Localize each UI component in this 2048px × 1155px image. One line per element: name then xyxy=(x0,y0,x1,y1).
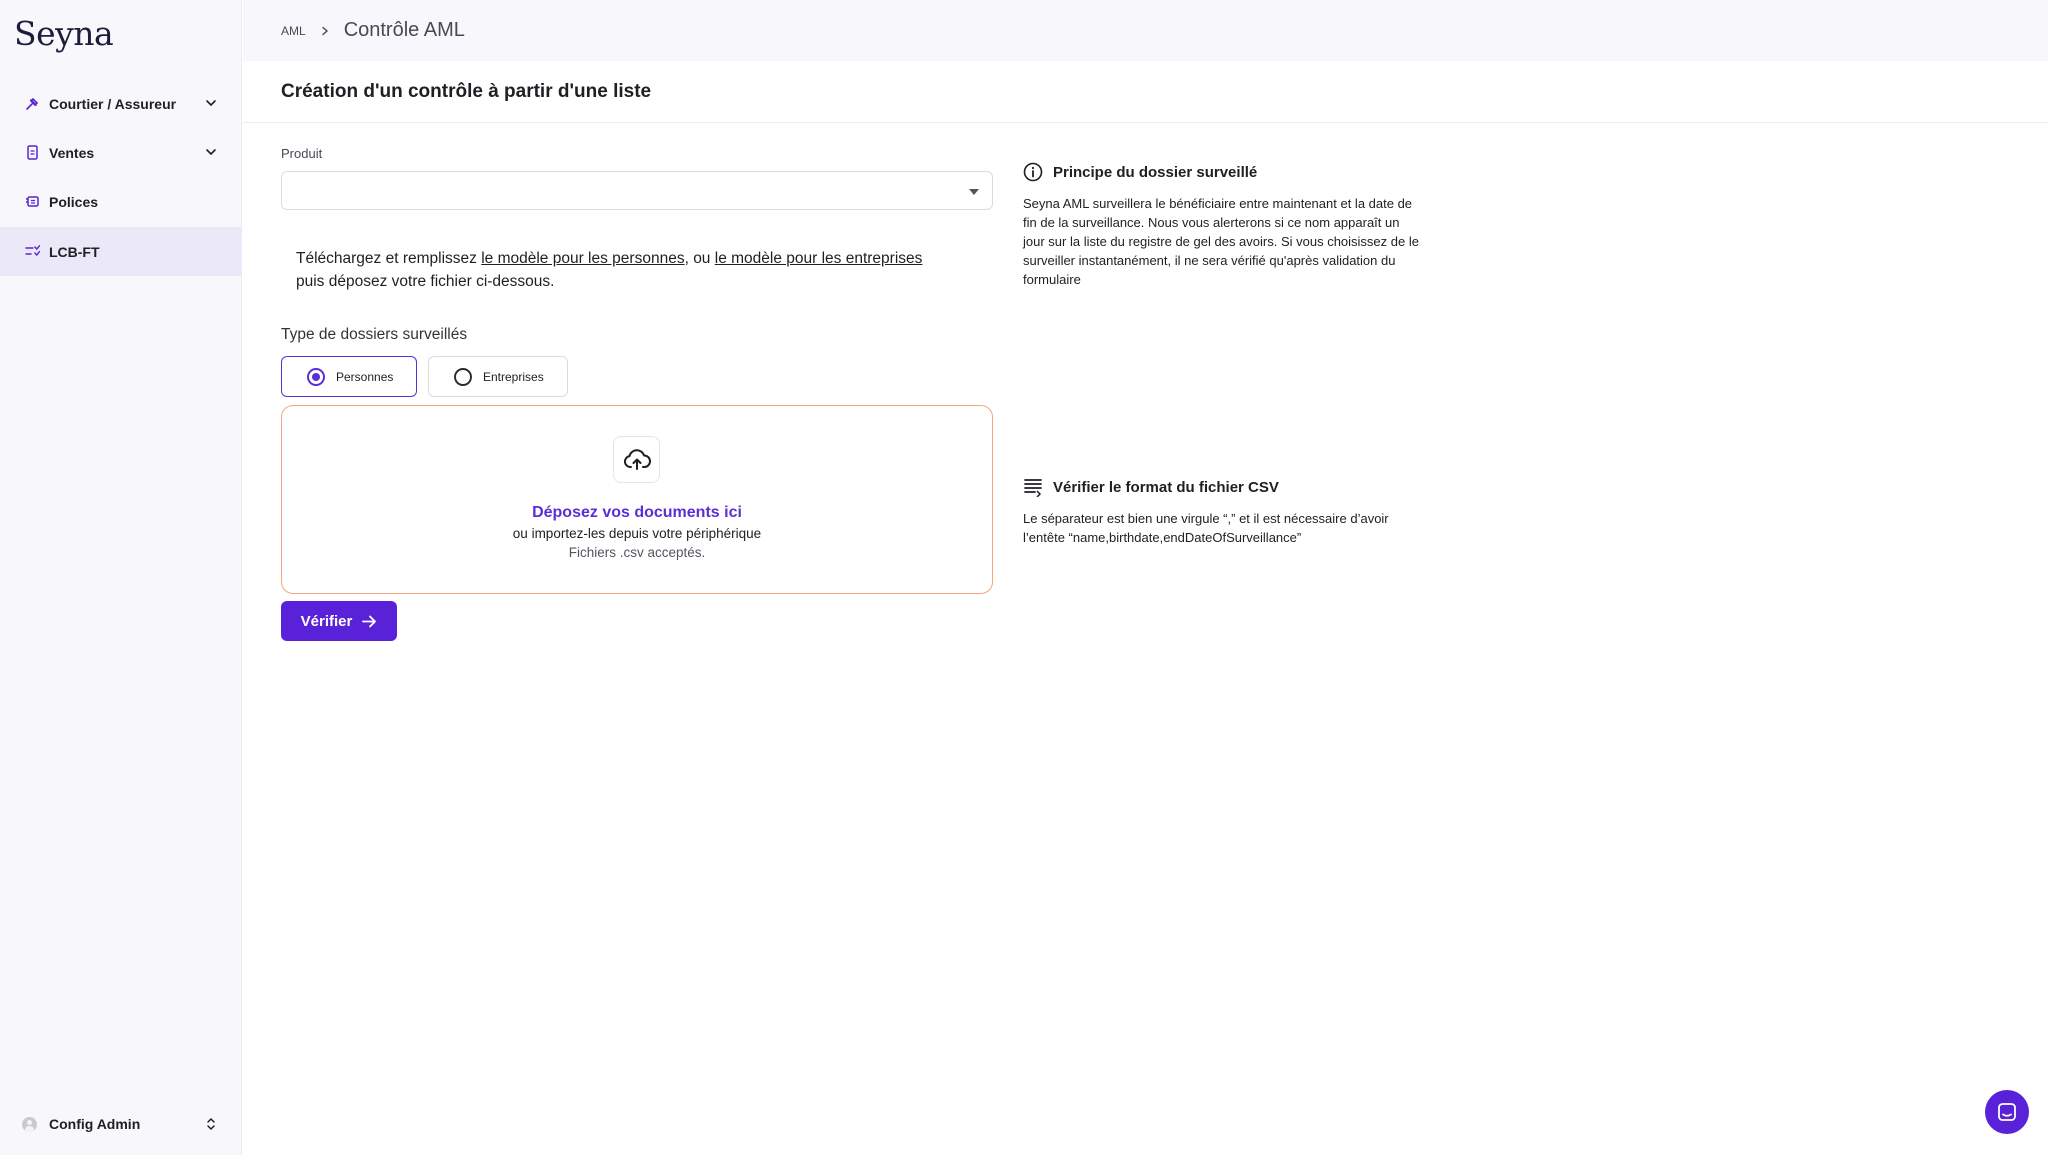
breadcrumb-parent[interactable]: AML xyxy=(281,23,306,38)
policy-icon xyxy=(24,194,40,210)
chevron-down-icon[interactable] xyxy=(204,96,218,110)
radio-entreprises[interactable] xyxy=(428,356,568,397)
dropzone-title: Déposez vos documents ici xyxy=(532,504,742,521)
sidebar-item-lcb-ft[interactable] xyxy=(0,227,242,276)
csv-format-title: Vérifier le format du fichier CSV xyxy=(1053,478,1279,496)
avatar xyxy=(22,1117,37,1132)
csv-format-text: Le séparateur est bien une virgule “,” et il est nécessaire d’avoir l’entête “name,birthdate,endDateOfSurveillance” xyxy=(1023,511,1389,545)
text-lines-icon xyxy=(1023,477,1043,497)
page-header xyxy=(243,61,2048,123)
verify-button[interactable] xyxy=(281,601,397,641)
config-admin-menu[interactable] xyxy=(0,1106,242,1142)
companies-template-link[interactable]: le modèle pour les entreprises xyxy=(714,250,923,267)
principle-text: Seyna AML surveillera le bénéficiaire entre maintenant et la date de fin de la surveillance. Nous vous alerterons si ce nom apparaît un jour sur la liste du registre de gel des avoirs. Si vous choisissez de le surveiller instantanément, il ne sera vérifié qu'après validation du formulaire xyxy=(1023,196,1419,287)
file-dropzone[interactable] xyxy=(281,405,993,594)
radio-label: Entreprises xyxy=(483,369,544,384)
upload-cloud-icon xyxy=(613,436,660,483)
verify-button-label: Vérifier xyxy=(300,612,353,630)
sidebar-item-ventes[interactable] xyxy=(0,128,242,177)
radio-personnes[interactable] xyxy=(281,356,417,397)
sidebar xyxy=(0,0,242,1155)
sidebar-item-label: Courtier / Assureur xyxy=(49,95,177,112)
sidebar-item-label: LCB-FT xyxy=(49,243,100,260)
principle-info-panel xyxy=(1023,162,1423,289)
radio-unselected-icon xyxy=(454,368,472,386)
info-icon xyxy=(1023,162,1043,182)
chat-support-button[interactable] xyxy=(1985,1090,2029,1134)
sidebar-item-label: Polices xyxy=(49,193,99,210)
radio-selected-icon xyxy=(307,368,325,386)
sidebar-item-label: Ventes xyxy=(49,144,95,161)
seyna-logo[interactable]: Seyna xyxy=(14,14,114,53)
chevron-right-icon xyxy=(320,26,330,36)
sidebar-item-polices[interactable] xyxy=(0,177,242,226)
config-admin-label: Config Admin xyxy=(49,1116,141,1132)
dropzone-subtitle: ou importez-les depuis votre périphérique xyxy=(512,526,762,541)
arrow-right-icon xyxy=(362,615,377,628)
checklist-icon xyxy=(24,244,40,260)
instructions-text: Téléchargez et remplissez le modèle pour les personnes, ou le modèle pour les entreprises puis déposez votre fichier ci-dessous. xyxy=(296,250,923,290)
surveillance-type-label: Type de dossiers surveillés xyxy=(281,326,468,343)
sidebar-item-courtier-assureur[interactable] xyxy=(0,79,242,128)
page-title: Création d'un contrôle à partir d'une liste xyxy=(281,80,652,102)
caret-down-icon xyxy=(969,189,979,195)
document-icon xyxy=(24,145,40,161)
principle-title: Principe du dossier surveillé xyxy=(1053,163,1258,181)
breadcrumb-current: Contrôle AML xyxy=(343,19,465,41)
product-label: Produit xyxy=(281,146,323,161)
broker-icon xyxy=(24,96,40,112)
breadcrumb xyxy=(243,0,2048,61)
chevron-down-icon[interactable] xyxy=(204,145,218,159)
chevron-updown-icon[interactable] xyxy=(206,1117,216,1131)
csv-format-info-panel xyxy=(1023,477,1423,547)
dropzone-note: Fichiers .csv acceptés. xyxy=(568,545,706,560)
persons-template-link[interactable]: le modèle pour les personnes xyxy=(481,250,685,267)
radio-label: Personnes xyxy=(336,369,394,384)
chat-icon xyxy=(1997,1102,2017,1122)
product-select[interactable] xyxy=(281,171,993,210)
